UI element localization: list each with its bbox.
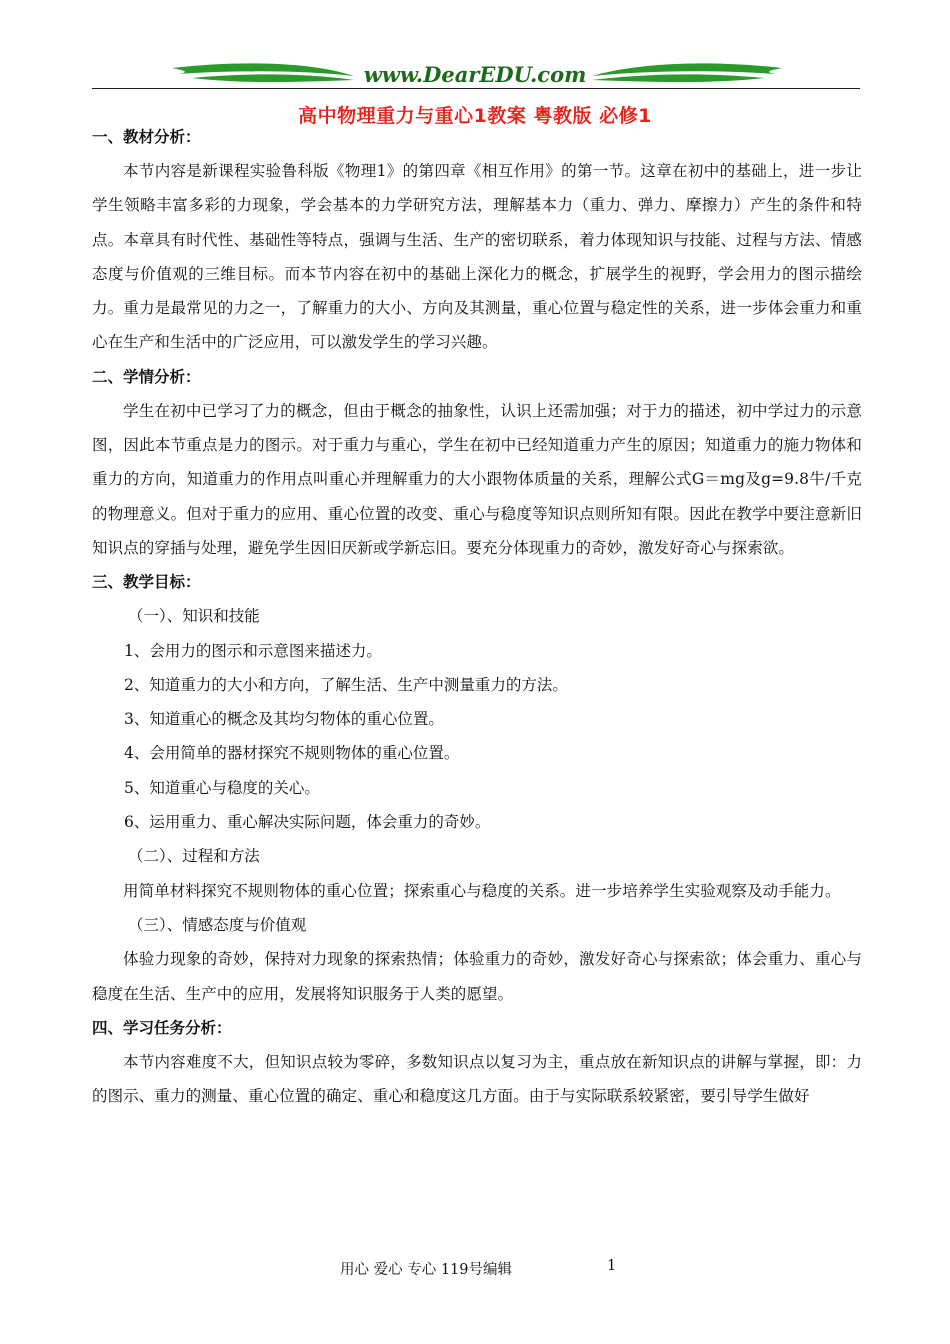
header-rule xyxy=(92,88,860,89)
left-swoosh xyxy=(172,63,354,76)
document-title: 高中物理重力与重心1教案 粤教版 必修1 xyxy=(298,105,652,127)
section-heading-4: 四、学习任务分析： xyxy=(92,1018,232,1037)
process-method-text: 用简单材料探究不规则物体的重心位置；探索重心与稳度的关系。进一步培养学生实验观察及动手能力。 xyxy=(123,881,841,900)
subsection-attitude-values: （三）、情感态度与价值观 xyxy=(128,915,307,934)
attitude-values-text: 体验力现象的奇妙，保持对力现象的探索热情；体验重力的奇妙，激发好奇心与探索欲；体会重力、重心与稳度在生活、生产中的应用，发展将知识服务于人类的愿望。 xyxy=(92,950,862,1003)
section-paragraph-2: 学生在初中已学习了力的概念，但由于概念的抽象性，认识上还需加强；对于力的描述，初中学过力的示意图，因此本节重点是力的图示。对于重力与重心，学生在初中已经知道重力产生的原因；知道重力的施力物体和重力的方向，知道重力的作用点叫重心并理解重力的大小跟物体质量的关系，理解公式G＝mg及g=9.8牛/千克的物理意义。但对于重力的应用、重心位置的改变、重心与稳度等知识点则所知有限。因此在教学中要注意新旧知识点的穿插与处理，避免学生因旧厌新或学新忘旧。要充分体现重力的奇妙，激发好奇心与探索欲。 xyxy=(92,401,862,557)
section-paragraph-4: 本节内容难度不大，但知识点较为零碎，多数知识点以复习为主，重点放在新知识点的讲解与掌握，即：力的图示、重力的测量、重心位置的确定、重心和稳度这几方面。由于与实际联系较紧密，要引导学生做好 xyxy=(92,1052,862,1106)
goal-item-5: 5、知道重心与稳度的关心。 xyxy=(124,778,320,797)
section-paragraph-1: 本节内容是新课程实验鲁科版《物理1》的第四章《相互作用》的第一节。这章在初中的基础上，进一步让学生领略丰富多彩的力现象，学会基本的力学研究方法，理解基本力（重力、弹力、摩擦力）产生的条件和特点。本章具有时代性、基础性等特点，强调与生活、生产的密切联系，着力体现知识与技能、过程与方法、情感态度与价值观的三维目标。而本节内容在初中的基础上深化力的概念，扩展学生的视野，学会用力的图示描绘力。重力是最常见的力之一，了解重力的大小、方向及其测量，重心位置与稳定性的关系，进一步体会重力和重心在生产和生活中的广泛应用，可以激发学生的学习兴趣。 xyxy=(92,162,862,352)
section-heading-3: 三、教学目标： xyxy=(92,573,201,592)
footer-note: 用心 爱心 专心 119号编辑 xyxy=(340,1262,513,1278)
subsection-knowledge-skills: （一）、知识和技能 xyxy=(128,607,260,626)
goal-item-4: 4、会用简单的器材探究不规则物体的重心位置。 xyxy=(124,744,460,763)
goal-item-6: 6、运用重力、重心解决实际问题，体会重力的奇妙。 xyxy=(124,813,491,832)
site-logo: www.DearEDU.com xyxy=(363,62,587,87)
subsection-process-method: （二）、过程和方法 xyxy=(128,847,260,866)
section-heading-1: 一、教材分析： xyxy=(92,128,201,146)
left-swoosh-lower xyxy=(192,74,354,82)
goal-item-2: 2、知道重力的大小和方向，了解生活、生产中测量重力的方法。 xyxy=(124,675,568,694)
document-body xyxy=(92,126,862,1113)
right-swoosh-lower xyxy=(592,74,764,82)
right-swoosh xyxy=(592,63,782,76)
page-number: 1 xyxy=(607,1258,617,1274)
goal-item-1: 1、会用力的图示和示意图来描述力。 xyxy=(124,641,382,660)
goal-item-3: 3、知道重心的概念及其均匀物体的重心位置。 xyxy=(124,710,444,729)
section-heading-2: 二、学情分析： xyxy=(92,367,201,386)
header-banner xyxy=(92,58,862,92)
